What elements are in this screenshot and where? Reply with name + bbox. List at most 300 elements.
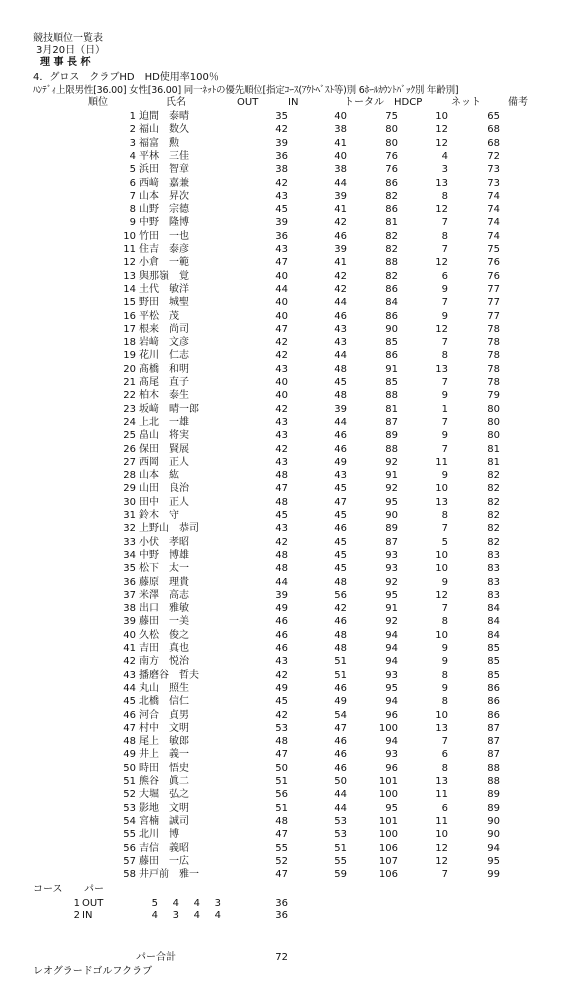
cell-rank: 16: [123, 310, 136, 322]
cell-net: 68: [487, 137, 500, 149]
cell-name: 住吉 泰彦: [139, 244, 189, 255]
cell-total: 95: [385, 802, 398, 814]
course-label: コース: [33, 884, 63, 895]
cell-rank: 50: [123, 762, 136, 774]
cell-rank: 32: [123, 523, 136, 535]
cell-out: 44: [275, 576, 288, 588]
cell-rank: 58: [123, 869, 136, 881]
cell-in: 40: [334, 111, 347, 122]
table-row: [0, 377, 563, 390]
cell-hdcp: 9: [441, 656, 448, 668]
cell-name: 藤田 一広: [139, 855, 189, 867]
event-date: 3月20日（日）: [36, 45, 106, 56]
cell-total: 81: [385, 217, 398, 229]
cell-out: 47: [275, 483, 288, 495]
cell-rank: 17: [123, 323, 136, 335]
cell-hdcp: 7: [441, 244, 448, 255]
cell-name: 上野山 恭司: [139, 523, 199, 535]
cell-name: 迫間 泰晴: [139, 111, 189, 122]
cell-name: 山野 宗德: [139, 204, 189, 216]
cell-net: 74: [487, 230, 500, 242]
table-row: [0, 803, 563, 816]
table-row: [0, 616, 563, 629]
cell-net: 82: [487, 536, 500, 548]
cell-hdcp: 9: [441, 643, 448, 654]
cell-rank: 26: [123, 443, 136, 455]
cell-hdcp: 3: [441, 164, 448, 176]
cell-net: 85: [487, 656, 500, 668]
cell-rank: 49: [123, 749, 136, 761]
cell-name: 福山 数久: [139, 124, 189, 136]
cell-net: 82: [487, 523, 500, 535]
cell-name: 福富 勲: [139, 137, 179, 149]
cell-hdcp: 7: [441, 416, 448, 428]
hole-par: 4: [193, 910, 200, 921]
cell-in: 44: [334, 789, 347, 801]
cell-hdcp: 8: [441, 190, 448, 202]
cell-out: 48: [275, 815, 288, 827]
column-header-name: 氏名: [166, 97, 186, 108]
cell-rank: 14: [123, 283, 136, 295]
cell-rank: 55: [123, 829, 136, 841]
cell-in: 48: [334, 576, 347, 588]
cell-name: 藤原 理貴: [139, 576, 189, 588]
cell-name: 小倉 一範: [139, 257, 189, 269]
table-row: [0, 749, 563, 762]
cell-rank: 30: [123, 496, 136, 508]
cell-net: 86: [487, 696, 500, 708]
cell-name: 井戸前 雅一: [139, 869, 199, 881]
cell-out: 49: [275, 603, 288, 615]
cell-net: 73: [487, 177, 500, 189]
cell-net: 79: [487, 390, 500, 402]
cell-total: 87: [385, 416, 398, 428]
cell-hdcp: 12: [435, 204, 448, 216]
table-row: [0, 829, 563, 842]
cell-name: 野田 城聖: [139, 297, 189, 309]
cell-total: 95: [385, 496, 398, 508]
cell-out: 43: [275, 456, 288, 468]
cell-net: 88: [487, 762, 500, 774]
cell-in: 49: [334, 696, 347, 708]
cell-total: 82: [385, 230, 398, 242]
cell-net: 78: [487, 323, 500, 335]
cell-total: 76: [385, 164, 398, 176]
cell-in: 56: [334, 589, 347, 601]
cell-name: 時田 悟史: [139, 762, 189, 774]
cell-in: 50: [334, 776, 347, 787]
cell-in: 45: [334, 377, 347, 388]
cell-net: 75: [487, 244, 500, 255]
cell-net: 78: [487, 363, 500, 375]
cell-hdcp: 9: [441, 310, 448, 322]
cell-hdcp: 10: [435, 111, 448, 122]
cell-net: 83: [487, 563, 500, 575]
cell-name: 丸山 照生: [139, 682, 189, 694]
cell-name: 保田 賢展: [139, 443, 189, 455]
cell-total: 88: [385, 390, 398, 402]
cell-hdcp: 12: [435, 323, 448, 335]
cell-out: 40: [275, 377, 288, 388]
cell-hdcp: 12: [435, 855, 448, 867]
cell-hdcp: 7: [441, 523, 448, 535]
cell-rank: 3: [129, 137, 136, 149]
table-row: [0, 603, 563, 616]
cell-net: 90: [487, 815, 500, 827]
table-row: [0, 789, 563, 802]
cell-name: 上北 一雄: [139, 416, 189, 428]
table-row: [0, 776, 563, 789]
cell-out: 46: [275, 629, 288, 641]
table-row: [0, 457, 563, 470]
cell-rank: 34: [123, 549, 136, 561]
cell-name: 平林 三佳: [139, 150, 189, 162]
cell-name: 小伏 孝昭: [139, 536, 189, 548]
cell-net: 89: [487, 802, 500, 814]
table-row: [0, 417, 563, 430]
cell-name: 村中 文明: [139, 722, 189, 734]
cell-total: 88: [385, 257, 398, 269]
cell-hdcp: 7: [441, 443, 448, 455]
cell-name: 田中 正人: [139, 496, 189, 508]
cell-total: 94: [385, 736, 398, 748]
cell-total: 92: [385, 616, 398, 628]
hole-par: 4: [193, 898, 200, 909]
cell-in: 48: [334, 643, 347, 654]
cell-net: 74: [487, 204, 500, 216]
table-row: [0, 856, 563, 869]
cell-out: 56: [275, 789, 288, 801]
table-row: [0, 656, 563, 669]
cell-rank: 31: [123, 510, 136, 521]
cell-name: 松下 太一: [139, 563, 189, 575]
hole-par: 4: [172, 898, 179, 909]
cell-net: 82: [487, 496, 500, 508]
cell-hdcp: 12: [435, 589, 448, 601]
cell-in: 38: [334, 164, 347, 176]
table-row: [0, 696, 563, 709]
column-header-hdcp: HDCP: [394, 97, 423, 108]
cell-hdcp: 9: [441, 390, 448, 402]
cell-hdcp: 7: [441, 603, 448, 615]
cell-in: 59: [334, 869, 347, 881]
cell-name: 根来 尚司: [139, 323, 189, 335]
cell-name: 南方 悦治: [139, 656, 189, 668]
cell-total: 100: [378, 829, 398, 841]
cell-in: 51: [334, 842, 347, 854]
cell-net: 65: [487, 111, 500, 122]
cell-name: 久松 俊之: [139, 629, 189, 641]
cell-in: 42: [334, 270, 347, 282]
cell-rank: 12: [123, 257, 136, 269]
par-label: パー: [84, 884, 104, 895]
cell-out: 55: [275, 842, 288, 854]
cell-net: 88: [487, 776, 500, 787]
cell-out: 46: [275, 643, 288, 654]
cell-hdcp: 8: [441, 696, 448, 708]
cell-name: 中野 博雄: [139, 549, 189, 561]
cell-in: 51: [334, 656, 347, 668]
cell-hdcp: 7: [441, 736, 448, 748]
cell-in: 43: [334, 470, 347, 482]
cell-net: 84: [487, 629, 500, 641]
cell-net: 83: [487, 549, 500, 561]
table-row: [0, 311, 563, 324]
cell-hdcp: 8: [441, 616, 448, 628]
cell-in: 45: [334, 549, 347, 561]
cell-total: 106: [378, 842, 398, 854]
cell-in: 46: [334, 430, 347, 442]
cell-net: 73: [487, 164, 500, 176]
cell-in: 45: [334, 510, 347, 521]
cell-in: 43: [334, 323, 347, 335]
cell-in: 42: [334, 283, 347, 295]
cell-in: 46: [334, 443, 347, 455]
cell-out: 46: [275, 616, 288, 628]
cell-hdcp: 9: [441, 682, 448, 694]
cell-hdcp: 11: [435, 815, 448, 827]
cell-rank: 43: [123, 669, 136, 681]
cell-hdcp: 7: [441, 377, 448, 388]
cell-total: 86: [385, 310, 398, 322]
cell-name: 井上 義一: [139, 749, 189, 761]
cell-in: 53: [334, 815, 347, 827]
cell-net: 78: [487, 350, 500, 362]
cell-hdcp: 10: [435, 709, 448, 721]
cell-rank: 35: [123, 563, 136, 575]
club-name: レオグラードゴルフクラブ: [33, 966, 153, 977]
hole-par: 4: [214, 910, 221, 921]
cell-out: 36: [275, 150, 288, 162]
cell-total: 82: [385, 190, 398, 202]
competition-name: 理 事 長 杯: [40, 57, 91, 68]
cell-rank: 6: [129, 177, 136, 189]
cell-rank: 1: [129, 111, 136, 122]
cell-hdcp: 10: [435, 483, 448, 495]
cell-out: 39: [275, 217, 288, 229]
cell-hdcp: 13: [435, 776, 448, 787]
cell-name: 西﨑 嘉兼: [139, 177, 189, 189]
cell-rank: 57: [123, 855, 136, 867]
cell-total: 85: [385, 337, 398, 349]
table-row: [0, 630, 563, 643]
cell-rank: 15: [123, 297, 136, 309]
cell-total: 95: [385, 682, 398, 694]
cell-total: 86: [385, 350, 398, 362]
cell-net: 83: [487, 589, 500, 601]
hole-par: 3: [172, 910, 179, 921]
cell-out: 35: [275, 111, 288, 122]
cell-out: 48: [275, 736, 288, 748]
cell-net: 83: [487, 576, 500, 588]
cell-out: 43: [275, 656, 288, 668]
table-row: [0, 497, 563, 510]
cell-name: 山本 紘: [139, 470, 179, 482]
cell-in: 40: [334, 150, 347, 162]
cell-out: 47: [275, 869, 288, 881]
cell-hdcp: 12: [435, 842, 448, 854]
cell-rank: 8: [129, 204, 136, 216]
cell-in: 48: [334, 390, 347, 402]
course-par: 36: [275, 898, 288, 909]
cell-in: 46: [334, 523, 347, 535]
cell-total: 82: [385, 244, 398, 255]
cell-hdcp: 10: [435, 549, 448, 561]
cell-name: 髙尾 直子: [139, 377, 189, 388]
cell-out: 42: [275, 350, 288, 362]
cell-out: 47: [275, 257, 288, 269]
cell-rank: 13: [123, 270, 136, 282]
cell-total: 76: [385, 150, 398, 162]
table-row: [0, 643, 563, 656]
cell-in: 46: [334, 616, 347, 628]
cell-name: 藤田 一美: [139, 616, 189, 628]
cell-in: 55: [334, 855, 347, 867]
cell-hdcp: 6: [441, 270, 448, 282]
cell-total: 85: [385, 377, 398, 388]
cell-rank: 21: [123, 377, 136, 388]
table-row: [0, 151, 563, 164]
cell-hdcp: 9: [441, 470, 448, 482]
cell-net: 76: [487, 270, 500, 282]
cell-out: 43: [275, 363, 288, 375]
table-row: [0, 257, 563, 270]
par-total-value: 72: [275, 952, 288, 963]
cell-total: 95: [385, 589, 398, 601]
cell-total: 93: [385, 749, 398, 761]
table-row: [0, 843, 563, 856]
cell-out: 53: [275, 722, 288, 734]
cell-rank: 45: [123, 696, 136, 708]
cell-out: 40: [275, 390, 288, 402]
cell-net: 77: [487, 310, 500, 322]
cell-hdcp: 10: [435, 629, 448, 641]
cell-net: 80: [487, 430, 500, 442]
cell-rank: 19: [123, 350, 136, 362]
table-row: [0, 444, 563, 457]
cell-out: 47: [275, 323, 288, 335]
cell-out: 47: [275, 829, 288, 841]
cell-in: 42: [334, 603, 347, 615]
cell-net: 87: [487, 749, 500, 761]
table-row: [0, 710, 563, 723]
cell-out: 52: [275, 855, 288, 867]
cell-in: 44: [334, 350, 347, 362]
cell-rank: 18: [123, 337, 136, 349]
cell-total: 88: [385, 443, 398, 455]
column-header-out: OUT: [237, 97, 259, 108]
cell-net: 84: [487, 603, 500, 615]
cell-rank: 4: [129, 150, 136, 162]
course-name: OUT: [82, 898, 104, 909]
table-row: [0, 364, 563, 377]
cell-name: 影地 文明: [139, 802, 189, 814]
cell-hdcp: 8: [441, 510, 448, 521]
cell-total: 92: [385, 576, 398, 588]
cell-hdcp: 10: [435, 563, 448, 575]
table-row: [0, 723, 563, 736]
cell-total: 86: [385, 177, 398, 189]
cell-total: 101: [378, 776, 398, 787]
cell-in: 54: [334, 709, 347, 721]
cell-net: 82: [487, 510, 500, 521]
cell-in: 45: [334, 483, 347, 495]
column-header-in: IN: [288, 97, 299, 108]
cell-total: 94: [385, 629, 398, 641]
table-row: [0, 284, 563, 297]
cell-out: 36: [275, 230, 288, 242]
cell-in: 48: [334, 363, 347, 375]
cell-name: 山本 昇次: [139, 190, 189, 202]
cell-hdcp: 13: [435, 722, 448, 734]
table-row: [0, 191, 563, 204]
cell-out: 51: [275, 776, 288, 787]
cell-net: 77: [487, 283, 500, 295]
cell-rank: 42: [123, 656, 136, 668]
cell-out: 43: [275, 523, 288, 535]
cell-rank: 27: [123, 456, 136, 468]
cell-out: 42: [275, 403, 288, 415]
cell-out: 45: [275, 696, 288, 708]
cell-rank: 29: [123, 483, 136, 495]
cell-hdcp: 4: [441, 150, 448, 162]
cell-out: 39: [275, 589, 288, 601]
cell-name: 西岡 正人: [139, 456, 189, 468]
cell-total: 80: [385, 124, 398, 136]
cell-in: 46: [334, 230, 347, 242]
table-row: [0, 244, 563, 257]
cell-rank: 36: [123, 576, 136, 588]
cell-name: 土代 敏洋: [139, 283, 189, 295]
cell-rank: 47: [123, 722, 136, 734]
cell-name: 畠山 将実: [139, 430, 189, 442]
cell-name: 竹田 一也: [139, 230, 189, 242]
cell-name: 平松 茂: [139, 310, 179, 322]
cell-in: 44: [334, 177, 347, 189]
table-row: [0, 537, 563, 550]
cell-out: 49: [275, 682, 288, 694]
cell-total: 86: [385, 283, 398, 295]
cell-rank: 39: [123, 616, 136, 628]
cell-net: 76: [487, 257, 500, 269]
section-heading: 4．グロス クラブHD HD使用率100％: [33, 72, 219, 83]
table-row: [0, 404, 563, 417]
cell-name: 吉田 真也: [139, 643, 189, 654]
cell-net: 77: [487, 297, 500, 309]
course-number: 2: [73, 910, 80, 921]
table-row: [0, 523, 563, 536]
cell-total: 94: [385, 656, 398, 668]
cell-out: 40: [275, 270, 288, 282]
cell-hdcp: 10: [435, 829, 448, 841]
cell-total: 81: [385, 403, 398, 415]
cell-rank: 7: [129, 190, 136, 202]
column-header-total: トータル: [344, 97, 384, 108]
cell-total: 106: [378, 869, 398, 881]
table-row: [0, 178, 563, 191]
cell-in: 38: [334, 124, 347, 136]
cell-out: 42: [275, 177, 288, 189]
cell-in: 39: [334, 244, 347, 255]
cell-net: 81: [487, 443, 500, 455]
cell-name: 河合 貞男: [139, 709, 189, 721]
cell-total: 90: [385, 323, 398, 335]
cell-rank: 33: [123, 536, 136, 548]
table-row: [0, 816, 563, 829]
table-row: [0, 430, 563, 443]
table-row: [0, 231, 563, 244]
cell-out: 45: [275, 510, 288, 521]
